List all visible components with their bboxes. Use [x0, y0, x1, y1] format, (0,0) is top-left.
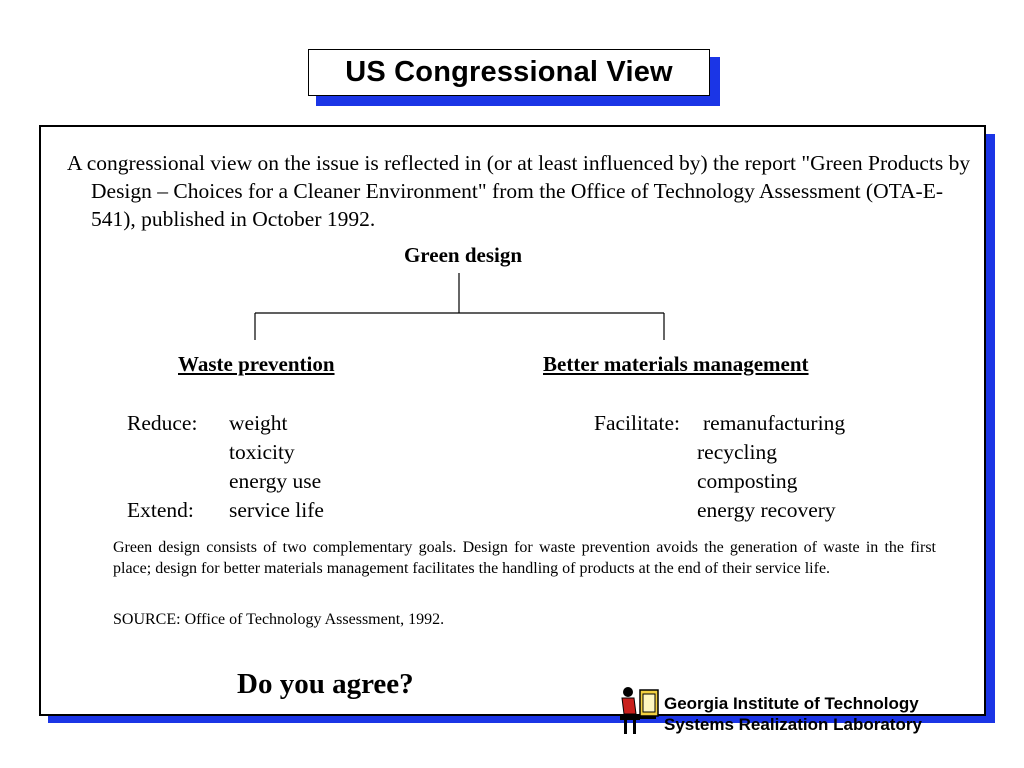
extend-label: Extend: [127, 498, 194, 522]
list-item: remanufacturing [703, 411, 846, 435]
list-item: weight [229, 411, 288, 435]
list-item: service life [229, 498, 324, 522]
facilitate-label: Facilitate: [594, 411, 680, 435]
reduce-label: Reduce: [127, 411, 198, 435]
intro-paragraph: A congressional view on the issue is reflected in (or at least influenced by) the report "Green Products by Design – Choices for a Cleaner Environment" from the Office of Technology Assessment (OTA-E-541), published in October 1992. [67, 151, 971, 231]
slide-title: US Congressional View [345, 56, 673, 88]
list-item: composting [697, 469, 798, 493]
list-item: toxicity [229, 440, 295, 464]
waste-prevention-heading: Waste prevention [178, 352, 335, 376]
institute-name: Georgia Institute of Technology [664, 694, 919, 713]
agree-question: Do you agree? [237, 668, 414, 700]
figure-caption: Green design consists of two complementary goals. Design for waste prevention avoids the generation of waste in the first place; design for better materials management facilitates the handling of products at the end of their service life. [113, 539, 936, 577]
list-item: recycling [697, 440, 777, 464]
source-citation: SOURCE: Office of Technology Assessment, 1992. [113, 611, 445, 628]
diagram-root-label: Green design [403, 243, 523, 267]
materials-management-heading: Better materials management [543, 352, 809, 376]
list-item: energy recovery [697, 498, 836, 522]
srl-logo-icon [618, 684, 660, 736]
list-item: energy use [229, 469, 322, 493]
lab-name: Systems Realization Laboratory [664, 715, 922, 734]
